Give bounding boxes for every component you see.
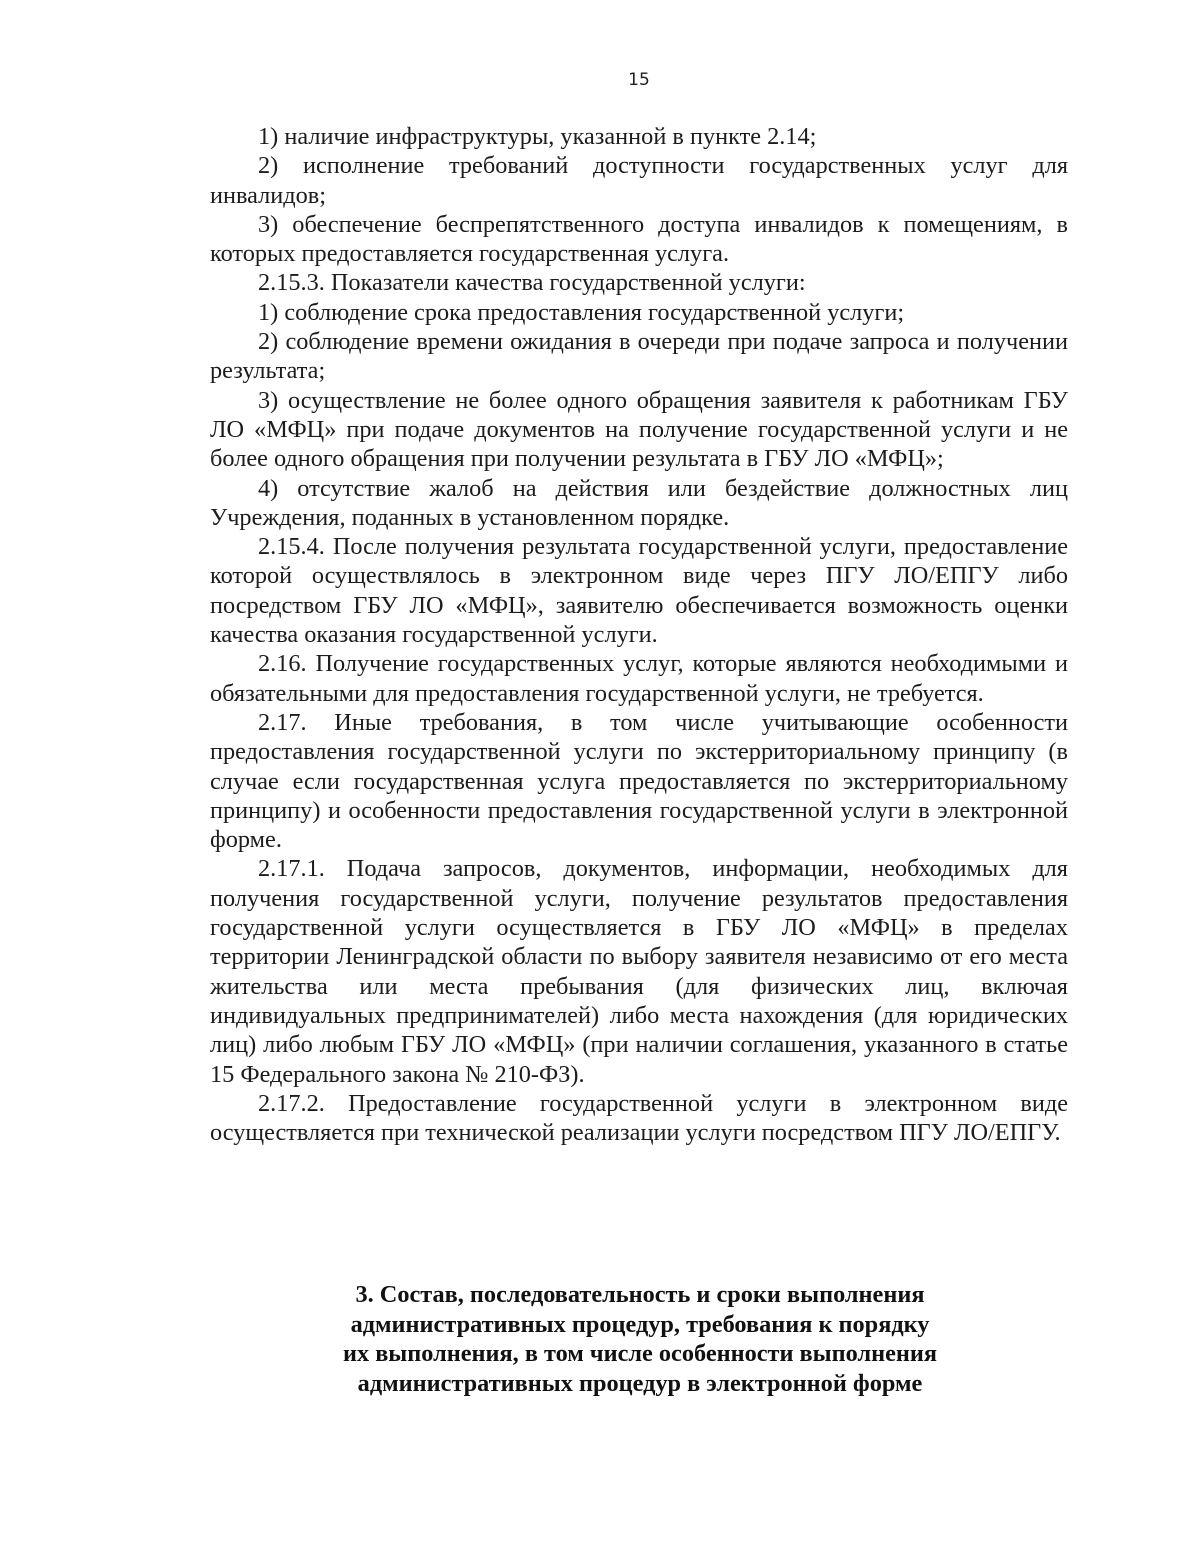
paragraph-2-15-3: 2.15.3. Показатели качества государственной услуги:: [258, 269, 806, 297]
paragraph-2-17-1: 2.17.1. Подача запросов, документов, информации, необходимых для получения государственной услуги, получение результатов предоставления государственной услуги осуществляется в ГБУ ЛО «МФЦ» в пределах территории Ленинградской области по выбору заявителя независимо от его места жительства или места пребывания (для физических лиц, включая индивидуальных предпринимателей) либо места нахождения (для юридических лиц) либо любым ГБУ ЛО «МФЦ» (при наличии соглашения, указанного в статье 15 Федерального закона № 210-ФЗ).: [210, 855, 1068, 1088]
paragraph-2-15-4: 2.15.4. После получения результата государственной услуги, предоставление которой осуществлялось в электронном виде через ПГУ ЛО/ЕПГУ либо посредством ГБУ ЛО «МФЦ», заявителю обеспечивается возможность оценки качества оказания государственной услуги.: [210, 533, 1068, 649]
paragraph-quality-1: 1) соблюдение срока предоставления государственной услуги;: [258, 298, 905, 326]
paragraph-quality-2: 2) соблюдение времени ожидания в очереди при подаче запроса и получении результата;: [210, 328, 1068, 385]
paragraph-2-16: 2.16. Получение государственных услуг, которые являются необходимыми и обязательными для предоставления государственной услуги, не требуется.: [210, 650, 1068, 707]
body-text: [210, 122, 1068, 1147]
section-heading: [300, 1280, 980, 1398]
section-heading-line-2: административных процедур, требования к порядку: [350, 1310, 930, 1338]
section-heading-line-4: административных процедур в электронной форме: [357, 1369, 923, 1397]
paragraph-2-17-2: 2.17.2. Предоставление государственной услуги в электронном виде осуществляется при технической реализации услуги посредством ПГУ ЛО/ЕПГУ.: [210, 1089, 1068, 1147]
section-heading-line-1: 3. Состав, последовательность и сроки выполнения: [355, 1281, 925, 1308]
page-number: 15: [628, 70, 650, 90]
paragraph-2-17: 2.17. Иные требования, в том числе учитывающие особенности предоставления государственной услуги по экстерриториальному принципу (в случае если государственная услуга предоставляется по экстерриториальному принципу) и особенности предоставления государственной услуги в электронной форме.: [210, 708, 1068, 854]
paragraph-quality-3: 3) осуществление не более одного обращения заявителя к работникам ГБУ ЛО «МФЦ» при подаче документов на получение государственной услуги и не более одного обращения при получении результата в ГБУ ЛО «МФЦ»;: [210, 386, 1068, 473]
section-heading-line-3: их выполнения, в том числе особенности выполнения: [342, 1340, 938, 1367]
paragraph-item-2: 2) исполнение требований доступности государственных услуг для инвалидов;: [210, 152, 1068, 209]
paragraph-item-1: 1) наличие инфраструктуры, указанной в пункте 2.14;: [258, 123, 817, 150]
paragraph-item-3: 3) обеспечение беспрепятственного доступа инвалидов к помещениям, в которых предоставляется государственная услуга.: [210, 210, 1068, 268]
paragraph-quality-4: 4) отсутствие жалоб на действия или бездействие должностных лиц Учреждения, поданных в установленном порядке.: [210, 474, 1068, 531]
